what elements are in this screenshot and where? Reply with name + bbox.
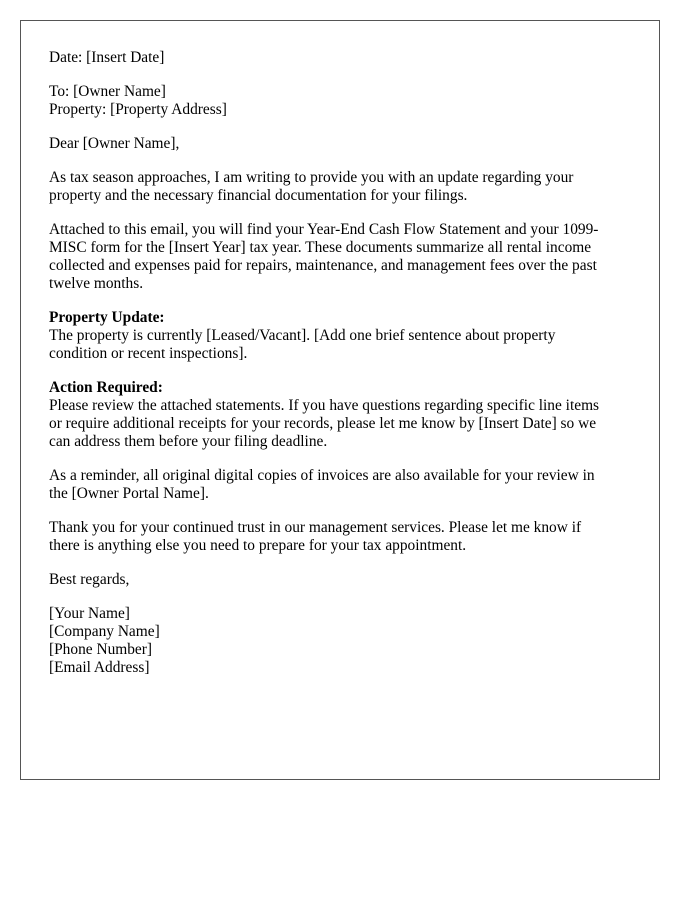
to-line: To: [Owner Name] [49, 83, 166, 100]
date-line: Date: [Insert Date] [49, 49, 165, 66]
signature-phone: [Phone Number] [49, 641, 153, 658]
closing: Best regards, [49, 571, 130, 588]
salutation: Dear [Owner Name], [49, 135, 180, 152]
letter-page [20, 20, 660, 780]
action-required-section: Action Required: Please review the attached statements. If you have questions regarding specific line items or require additional receipts for your records, please let me know by [Insert Date] so we can address them before your filing deadline. [49, 379, 631, 451]
property-update-section: Property Update: The property is currently [Leased/Vacant]. [Add one brief sentence about property condition or recent inspections]. [49, 309, 631, 363]
thanks-paragraph: Thank you for your continued trust in our management services. Please let me know if there is anything else you need to prepare for your tax appointment. [49, 519, 582, 554]
signature-name: [Your Name] [49, 605, 130, 622]
intro-paragraph: As tax season approaches, I am writing to provide you with an update regarding your property and the necessary financial documentation for your filings. [49, 169, 574, 204]
signature-company: [Company Name] [49, 623, 160, 640]
recipient-block [49, 83, 631, 119]
signature-email: [Email Address] [49, 659, 150, 676]
property-line: Property: [Property Address] [49, 101, 227, 118]
signature-block [49, 605, 631, 677]
action-required-heading: Action Required: [49, 379, 163, 396]
attachments-paragraph: Attached to this email, you will find your Year-End Cash Flow Statement and your 1099- MISC form for the [Insert Year] tax year. These documents summarize all rental income collected and expenses paid for repairs, maintenance, and management fees over the past twelve months. [49, 221, 599, 292]
reminder-paragraph: As a reminder, all original digital copies of invoices are also available for your review in the [Owner Portal Name]. [49, 467, 595, 502]
property-update-heading: Property Update: [49, 309, 165, 326]
